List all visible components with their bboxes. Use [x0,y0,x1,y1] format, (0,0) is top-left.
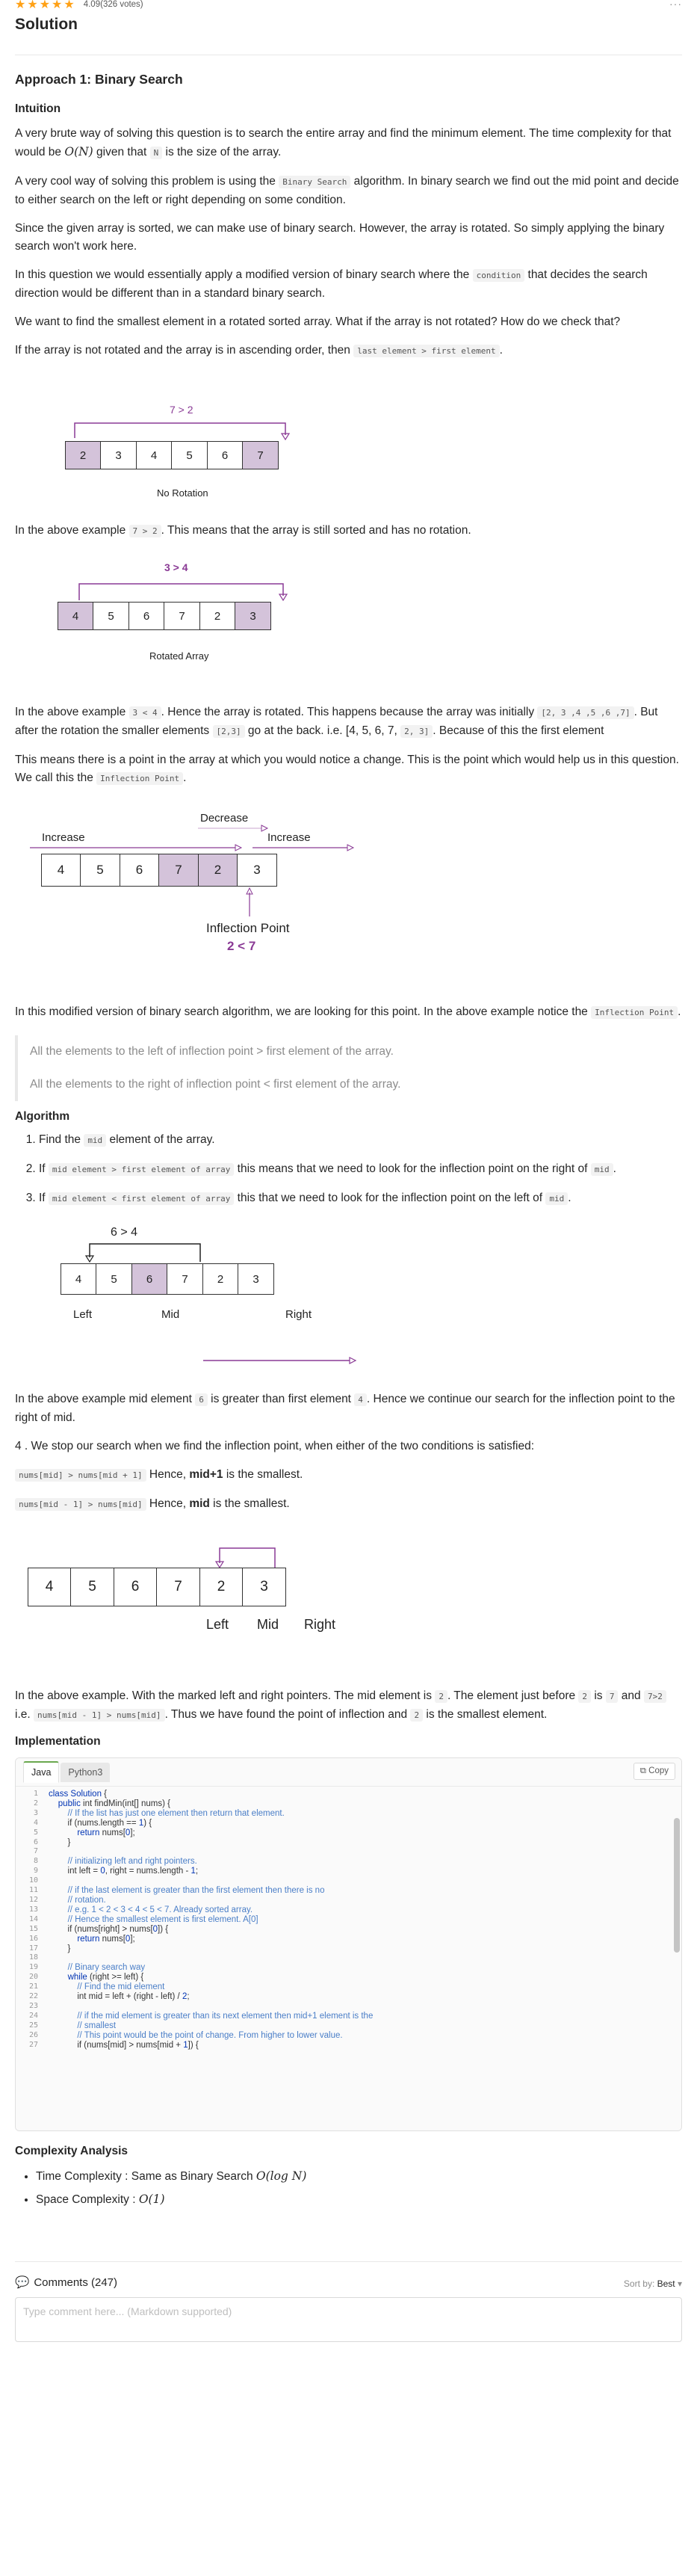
figure-inflection-label: Inflection Point [206,921,290,935]
comments-icon: 💬 [15,2276,30,2289]
array-cell: 6 [114,1568,158,1606]
complexity-heading: Complexity Analysis [15,2145,128,2157]
figure-no-rotation-arrow [15,360,682,495]
quote-left: All the elements to the left of inflection point > first element of the array. [30,1045,394,1058]
figure-inflection [15,788,682,975]
figure-mid [15,1218,682,1383]
figure-inflection-increase-right: Increase [267,831,311,844]
code-source: class Solution { public int findMin(int[] nums) { // If the list has just one element then return that element. if (nums.length == 1) { return nums[0]; } // initializing left and right pointers. int left = 0, right = nums.length - 1; // if the last element is greater than the first element then there is no // rotation. // e.g. 1 < 2 < 3 < 4 < 5 < 7. Already sorted array. // Hence the smallest element is first element. A[0] if (nums[right] > nums[0]) { return nums[0]; } // Binary search way while (right >= left) { // Find the mid element int mid = left + (right - left) / 2; // if the mid element is greater than its next element then mid+1 element is the // smallest // This point would be the point of change. From higher to lower value. if (nums[mid] > nums[mid + 1]) { [49,1790,374,2050]
paragraph-binary: A very cool way of solving this problem is using the Binary Search algorithm. In binary search we find out the mid point and decide to either search on the left or right depending on some condition. [15,175,679,206]
figure-pointers [15,1514,682,1671]
tab-python3[interactable]: Python3 [61,1763,110,1782]
figure-pointers-left: Left [206,1617,229,1632]
array-cell: 6 [120,854,160,887]
algorithm-step: 2. If mid element > first element of array this means that we need to look for the inflection point on the right of mid . [39,1160,682,1179]
rating-stars[interactable]: ★★★★★ [15,0,76,11]
figure-mid-mid: Mid [161,1308,180,1321]
paragraph-no-rotation: In the above example 7 > 2 . This means that the array is still sorted and has no rotation. [15,524,471,537]
array-cell: 3 [237,854,277,887]
array-cell: 3 [242,1568,286,1606]
space-complexity: • Space Complexity : O(1) [36,2190,682,2209]
code-area[interactable] [16,1787,681,2130]
figure-rotated-array [58,602,271,630]
paragraph-rotated: In the above example 3 < 4 . Hence the array is rotated. This happens because the array was initially [2, 3 ,4 ,5 ,6 ,7] . But after the rotation the smaller elements [2,3] go at the back. i.e. [4, 5, 6, 7, 2, 3] . Because of this the first element [15,706,658,737]
array-cell: 6 [131,1263,168,1295]
array-cell: 2 [199,602,236,630]
quote-right: All the elements to the right of inflection point < first element of the array. [30,1078,401,1091]
algorithm-step: 3. If mid element < first element of array this that we need to look for the inflection point on the left of mid . [39,1189,682,1208]
figure-mid-arrows [15,1218,682,1383]
figure-inflection-increase-left: Increase [42,831,85,844]
algorithm-heading: Algorithm [15,1110,70,1123]
implementation-heading: Implementation [15,1735,101,1748]
array-cell: 3 [238,1263,274,1295]
paragraph-sorted: Since the given array is sorted, we can make use of binary search. However, the array is rotated. So simply applying the binary search won't work here. [15,222,665,253]
approach-title: Approach 1: Binary Search [15,72,183,87]
figure-no-rotation-compare: 7 > 2 [170,404,193,416]
figure-pointers-array [28,1568,286,1606]
array-cell: 7 [164,602,200,630]
figure-rotated [15,540,682,668]
paragraph-modified: In this question we would essentially apply a modified version of binary search where the condition that decides the search direction would be different than in a standard binary search. [15,268,648,300]
figure-inflection-decrease: Decrease [200,812,249,825]
figure-no-rotation-caption: No Rotation [157,487,208,499]
condition-two: nums[mid - 1] > nums[mid] Hence, mid is the smallest. [15,1495,682,1514]
array-cell: 4 [41,854,81,887]
code-tabs [16,1758,681,1787]
figure-inflection-compare: 2 < 7 [227,939,256,953]
figure-no-rotation-array [66,441,279,469]
rating-value: 4.09 [83,0,101,9]
array-cell: 5 [171,441,208,469]
array-cell: 6 [128,602,165,630]
array-cell: 7 [167,1263,203,1295]
array-cell: 2 [198,854,238,887]
code-editor [15,1757,682,2131]
array-cell: 2 [202,1263,239,1295]
intuition-heading: Intuition [15,102,61,115]
rating-votes: (326 votes) [100,0,143,9]
figure-mid-compare: 6 > 4 [111,1226,138,1239]
inflection-quote [15,1035,682,1101]
figure-inflection-array [42,854,277,887]
array-cell: 7 [156,1568,200,1606]
figure-mid-array [61,1263,274,1295]
tab-java[interactable]: Java [23,1761,59,1783]
array-cell: 4 [136,441,173,469]
figure-no-rotation [15,360,682,499]
more-options-icon[interactable]: ··· [669,0,682,10]
paragraph-not-rotated: If the array is not rotated and the array is in ascending order, then last element > first element . [15,344,503,357]
paragraph-stop: 4 . We stop our search when we find the inflection point, when either of the two conditions is satisfied: [15,1440,535,1452]
paragraph-modified-search: In this modified version of binary search algorithm, we are looking for this point. In the above example notice the Inflection Point . [15,1005,681,1018]
array-cell: 2 [199,1568,244,1606]
array-cell: 7 [158,854,199,887]
comment-input[interactable]: Type comment here... (Markdown supported) [15,2297,682,2342]
array-cell: 4 [58,602,94,630]
condition-one: nums[mid] > nums[mid + 1] Hence, mid+1 is the smallest. [15,1466,682,1485]
line-numbers: 1 2 3 4 5 6 7 8 9 10 11 12 13 14 15 16 17 18 19 20 21 22 23 24 25 26 27 [28,1790,38,2049]
figure-mid-right: Right [285,1308,312,1321]
array-cell: 5 [70,1568,114,1606]
rating-bar [15,0,682,14]
comments-header [15,2261,682,2291]
code-scrollbar[interactable] [674,1818,680,1953]
page-title: Solution [15,16,78,33]
paragraph-question: We want to find the smallest element in a rotated sorted array. What if the array is not rotated? How do we check that? [15,315,621,328]
paragraph-inflection: This means there is a point in the array at which you would notice a change. This is the point which would help us in this question. We call this the Inflection Point . [15,754,679,784]
paragraph-brute: A very brute way of solving this question is to search the entire array and find the minimum element. The time complexity for that would be O(N) given that N is the size of the array. [15,127,672,158]
paragraph-pointers: In the above example. With the marked left and right pointers. The mid element is 2 . The element just before 2 is 7 and 7>2 i.e. nums[mid - 1] > nums[mid] . Thus we have found the point of inflection and 2 is the smallest element. [15,1687,682,1725]
array-cell: 4 [28,1568,72,1606]
array-cell: 5 [80,854,120,887]
complexity-list [15,2167,682,2209]
copy-button[interactable]: ⧉ Copy [634,1763,675,1780]
array-cell: 7 [242,441,279,469]
array-cell: 5 [93,602,129,630]
array-cell: 4 [61,1263,97,1295]
algorithm-step: 1. Find the mid element of the array. [39,1131,682,1150]
array-cell: 3 [100,441,137,469]
figure-rotated-compare: 3 > 4 [164,561,188,573]
paragraph-mid-example: In the above example mid element 6 is greater than first element 4 . Hence we continue our search for the inflection point to the right of mid. [15,1393,675,1424]
array-cell: 2 [65,441,102,469]
figure-pointers-mid: Mid [257,1617,279,1632]
algorithm-steps [15,1131,682,1208]
comments-count: Comments (247) [34,2276,118,2289]
copy-icon: ⧉ [639,1766,649,1775]
figure-rotated-caption: Rotated Array [149,650,209,662]
figure-pointers-right: Right [304,1617,336,1632]
figure-mid-left: Left [73,1308,93,1321]
array-cell: 5 [96,1263,132,1295]
array-cell: 3 [235,602,271,630]
sort-select[interactable]: Sort by: Best ▾ [623,2278,682,2289]
array-cell: 6 [207,441,244,469]
time-complexity: • Time Complexity : Same as Binary Search O(log N) [36,2167,682,2186]
